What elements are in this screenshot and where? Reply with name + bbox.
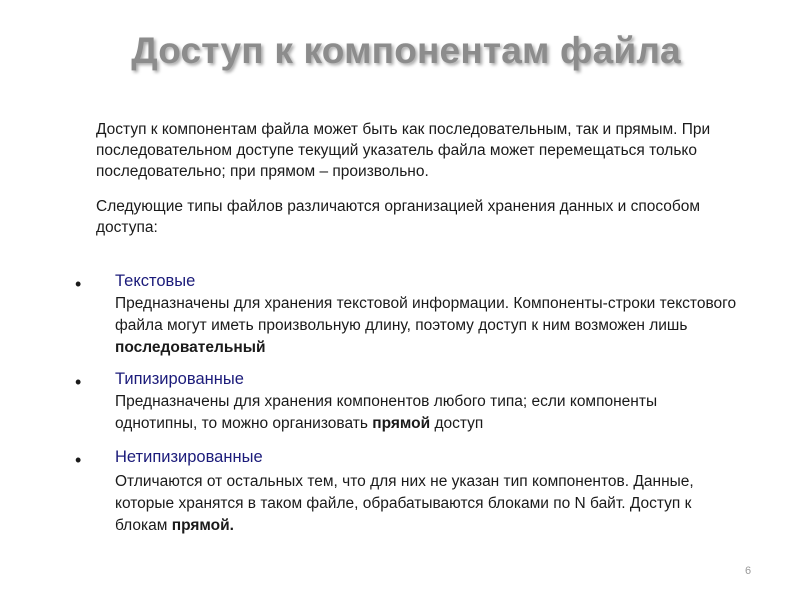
item-description xyxy=(115,471,740,537)
slide-title: Доступ к компонентам файла xyxy=(131,30,681,71)
description-emphasis: прямой xyxy=(372,415,431,432)
description-text: Предназначены для хранения компонентов любого типа; если компоненты однотипны, то можно организовать xyxy=(115,393,658,432)
item-description xyxy=(115,293,740,359)
intro-paragraph-access: Доступ к компонентам файла может быть как последовательным, так и прямым. При последовательном доступе текущий указатель файла может перемещаться только последовательно; при прямом – произвольно. xyxy=(96,121,711,180)
description-emphasis: прямой. xyxy=(171,517,234,534)
bullet-icon: • xyxy=(75,372,82,392)
page-number: 6 xyxy=(745,565,752,577)
description-text-end: доступ xyxy=(430,415,484,432)
bullet-icon: • xyxy=(75,274,82,294)
bullet-icon: • xyxy=(75,450,82,470)
item-heading: Нетипизированные xyxy=(115,448,263,466)
item-heading: Типизированные xyxy=(115,370,244,388)
item-heading: Текстовые xyxy=(115,272,196,290)
item-description xyxy=(115,391,740,435)
description-text: Предназначены для хранения текстовой информации. Компоненты-строки текстового файла могут иметь произвольную длину, поэтому доступ к ним возможен лишь xyxy=(115,295,737,334)
intro-paragraph-types: Следующие типы файлов различаются организацией хранения данных и способом доступа: xyxy=(96,198,701,236)
description-text: Отличаются от остальных тем, что для них не указан тип компонентов. Данные, которые хранятся в таком файле, обрабатываются блоками по N байт. Доступ к блокам xyxy=(115,473,694,534)
description-emphasis: последовательный xyxy=(115,339,266,356)
